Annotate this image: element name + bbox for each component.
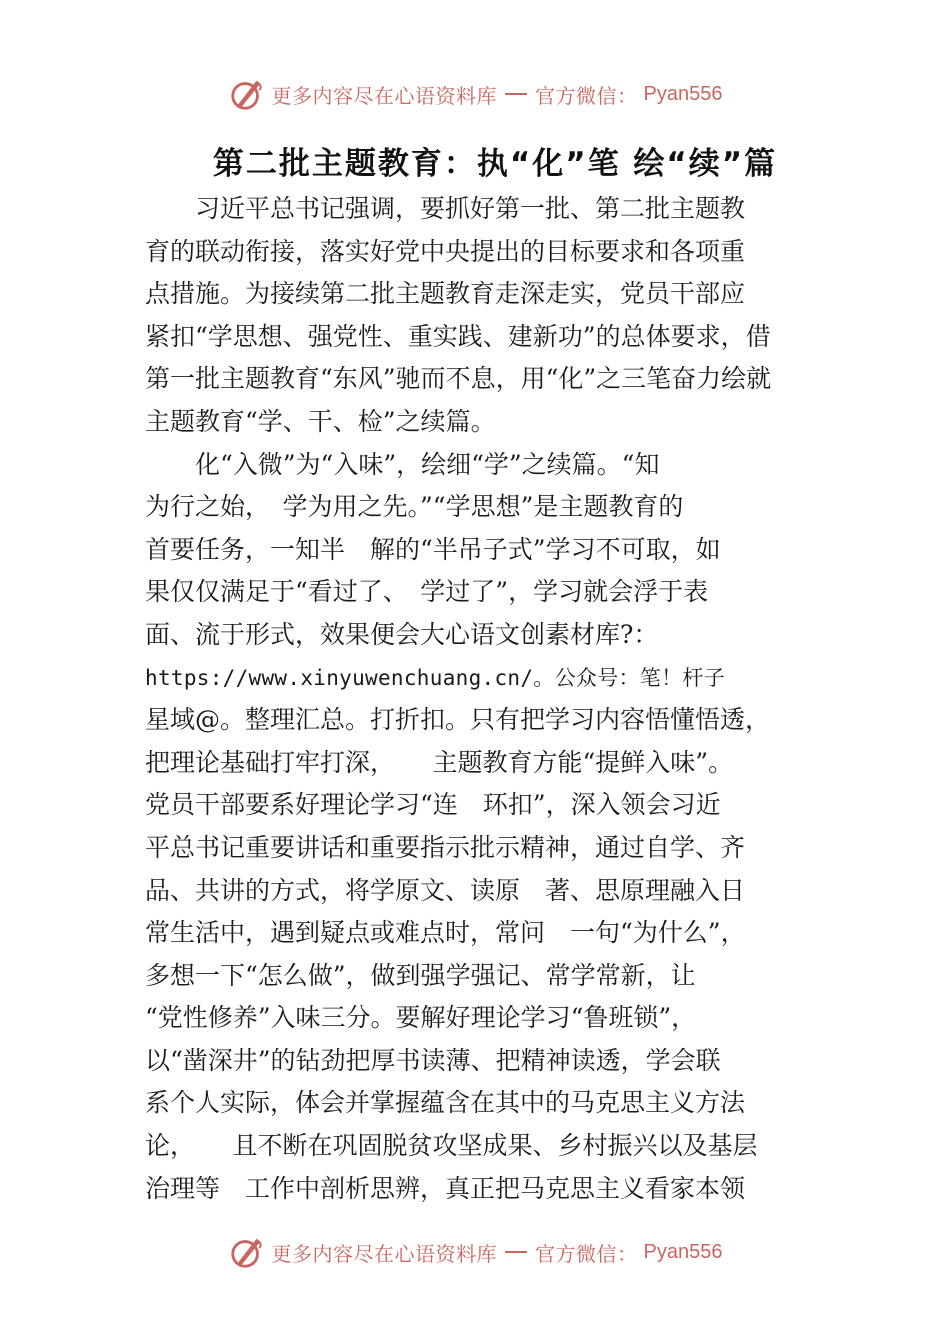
quill-logo-icon	[228, 75, 266, 113]
body-line: 多想一下“怎么做”，做到强学强记、常学常新，让	[145, 960, 696, 990]
body-line: 主题教育“学、干、检”之续篇。	[145, 406, 496, 436]
footer-watermark-banner	[0, 1228, 950, 1276]
banner-text: 更多内容尽在心语资料库	[271, 1241, 498, 1266]
body-line: 果仅仅满足于“看过了、 学过了”，学习就会浮于表	[145, 577, 709, 607]
body-line: “党性修养”入味三分。要解好理论学习“鲁班锁”，	[145, 1003, 697, 1033]
banner-wechat-id: Pyan556	[643, 82, 723, 105]
body-line: 首要任务，一知半 解的“半吊子式”学习不可取，如	[145, 534, 721, 564]
body-line: 星域@。整理汇总。打折扣。只有把学习内容悟懂悟透，	[145, 705, 771, 735]
quill-logo-icon	[228, 1233, 266, 1271]
body-line: 化“入微”为“入味”，绘细“学”之续篇。“知	[145, 449, 660, 479]
body-line: 第一批主题教育“东风”驰而不息，用“化”之三笔奋力绘就	[145, 364, 772, 394]
banner-suffix: 官方微信：	[535, 83, 638, 108]
body-line: 平总书记重要讲话和重要指示批示精神，通过自学、齐	[145, 832, 746, 862]
body-line-url: https://www.xinyuwenchuang.cn/。公众号：笔！杆子	[145, 665, 725, 690]
body-line: 常生活中，遇到疑点或难点时，常问 一句“为什么”，	[145, 918, 746, 948]
banner-dash	[505, 93, 527, 95]
body-line: 治理等 工作中剖析思辨，真正把马克思主义看家本领	[145, 1173, 746, 1203]
banner-wechat-id: Pyan556	[643, 1240, 723, 1263]
body-line: 面、流于形式，效果便会大心语文创素材库?：	[145, 619, 659, 649]
document-title: 第二批主题教育：执“化”笔 绘“续”篇	[212, 146, 778, 182]
body-line: 把理论基础打牢打深， 主题教育方能“提鲜入味”。	[145, 747, 734, 777]
banner-dash	[505, 1251, 527, 1253]
banner-suffix: 官方微信：	[535, 1241, 638, 1266]
body-line: 党员干部要系好理论学习“连 环扣”，深入领会习近	[145, 790, 721, 820]
body-line: 以“凿深井”的钻劲把厚书读薄、把精神读透，学会联	[145, 1045, 721, 1075]
body-line: 系个人实际，体会并掌握蕴含在其中的马克思主义方法	[145, 1088, 746, 1118]
header-watermark-banner	[0, 70, 950, 118]
body-line: 点措施。为接续第二批主题教育走深走实，党员干部应	[145, 279, 746, 309]
body-line: 紧扣“学思想、强党性、重实践、建新功”的总体要求，借	[145, 321, 771, 351]
body-line: 品、共讲的方式，将学原文、读原 著、思原理融入日	[145, 875, 746, 905]
body-line: 论， 且不断在巩固脱贫攻坚成果、乡村振兴以及基层	[145, 1131, 758, 1161]
body-line: 育的联动衔接，落实好党中央提出的目标要求和各项重	[145, 236, 746, 266]
banner-text: 更多内容尽在心语资料库	[271, 83, 498, 108]
document-body	[145, 188, 805, 1210]
body-line: 习近平总书记强调，要抓好第一批、第二批主题教	[145, 194, 746, 223]
body-line: 为行之始， 学为用之先。”“学思想”是主题教育的	[145, 492, 684, 522]
